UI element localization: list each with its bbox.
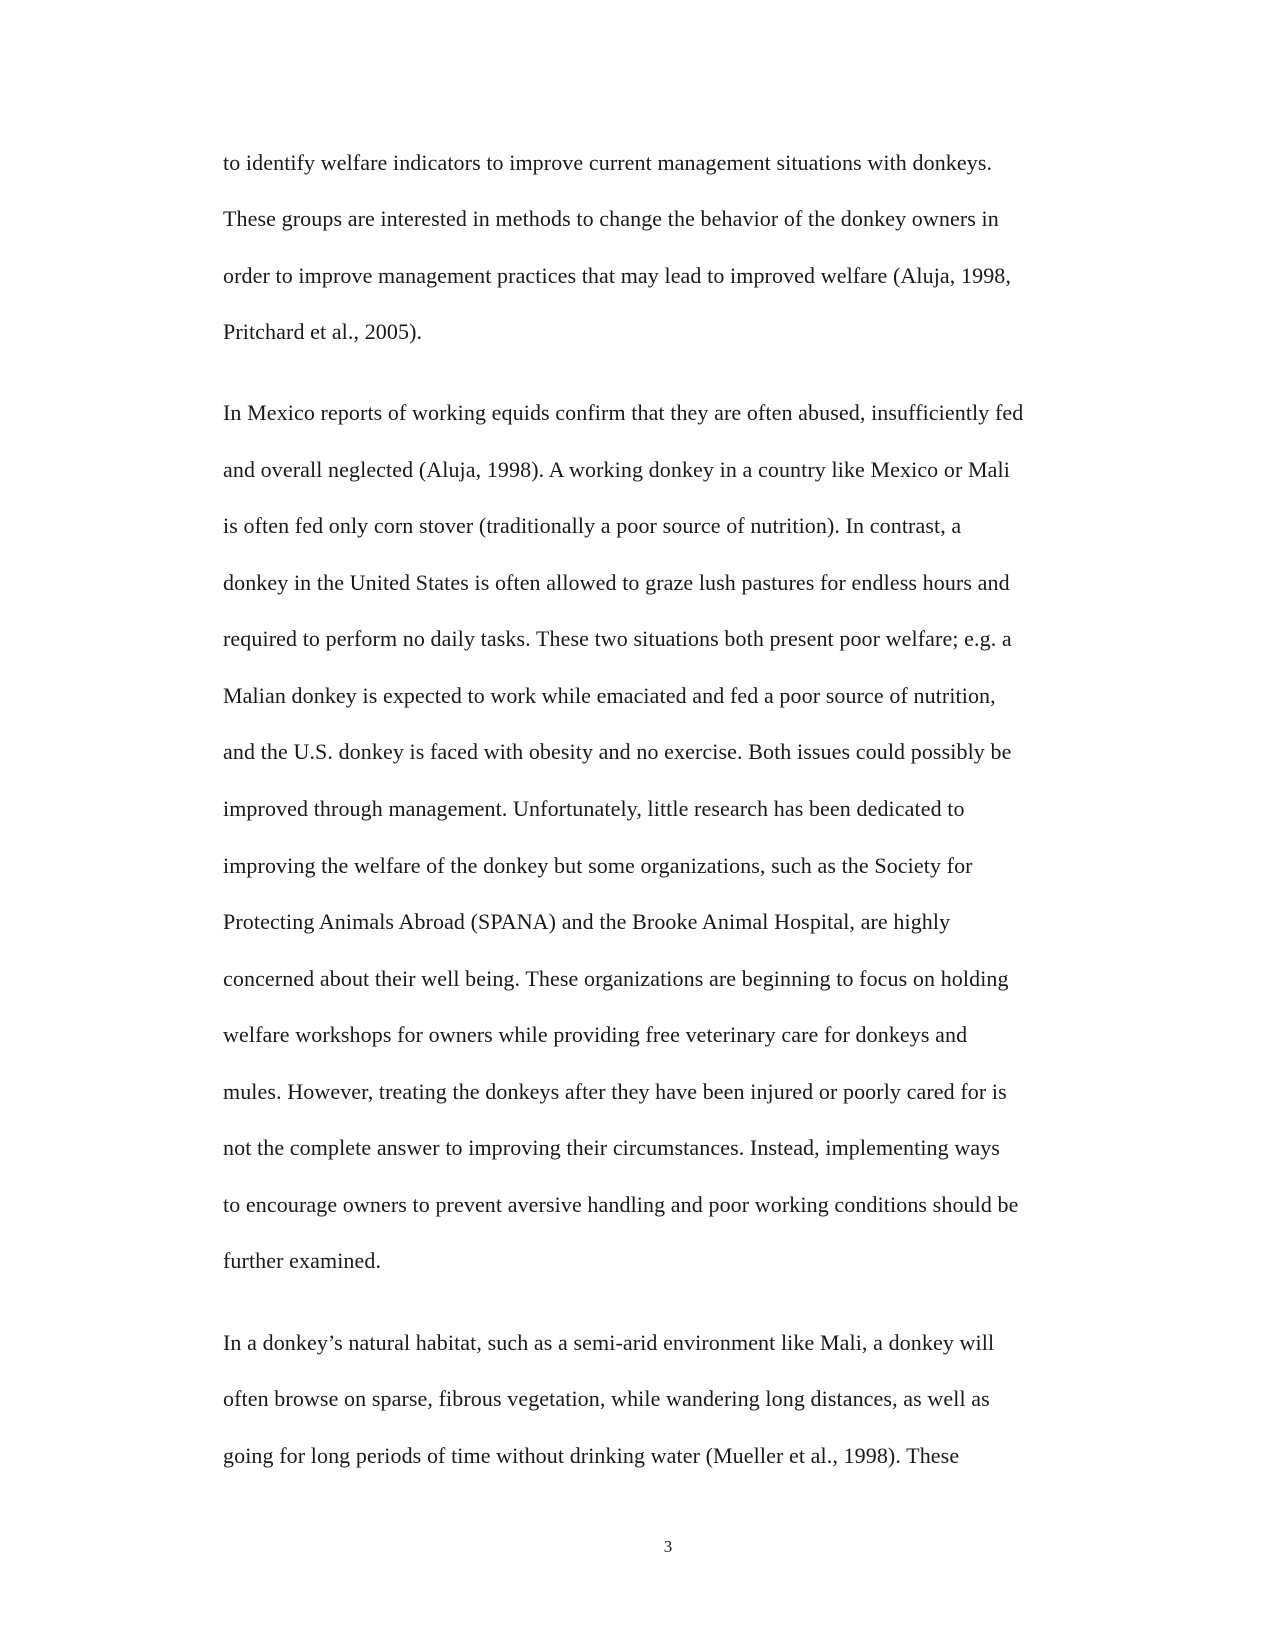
text-line: further examined.	[223, 1248, 382, 1273]
text-line: Malian donkey is expected to work while emaciated and fed a poor source of nutrition,	[223, 683, 996, 708]
text-line: mules. However, treating the donkeys after they have been injured or poorly cared for is	[223, 1079, 1007, 1104]
text-line: is often fed only corn stover (traditionally a poor source of nutrition). In contrast, a	[223, 513, 962, 538]
text-line: Pritchard et al., 2005).	[223, 319, 423, 344]
text-line: and the U.S. donkey is faced with obesity and no exercise. Both issues could possibly be	[223, 739, 1012, 764]
text-line: to identify welfare indicators to improve current management situations with donkeys.	[223, 150, 993, 175]
text-line: order to improve management practices that may lead to improved welfare (Aluja, 1998,	[223, 263, 1011, 288]
text-line: going for long periods of time without drinking water (Mueller et al., 1998). These	[223, 1443, 960, 1468]
page-number: 3	[663, 1537, 673, 1556]
text-line: not the complete answer to improving their circumstances. Instead, implementing ways	[223, 1135, 1000, 1160]
text-line: In Mexico reports of working equids confirm that they are often abused, insufficiently fed	[223, 400, 1024, 425]
text-line: welfare workshops for owners while providing free veterinary care for donkeys and	[223, 1022, 968, 1047]
text-line: In a donkey’s natural habitat, such as a semi-arid environment like Mali, a donkey will	[223, 1330, 995, 1355]
text-line: improving the welfare of the donkey but some organizations, such as the Society for	[223, 853, 973, 878]
text-line: improved through management. Unfortunately, little research has been dedicated to	[223, 796, 965, 821]
text-line: required to perform no daily tasks. These two situations both present poor welfare; e.g. a	[223, 626, 1012, 651]
text-line: to encourage owners to prevent aversive handling and poor working conditions should be	[223, 1192, 1019, 1217]
text-line: Protecting Animals Abroad (SPANA) and the Brooke Animal Hospital, are highly	[223, 909, 951, 934]
text-line: donkey in the United States is often allowed to graze lush pastures for endless hours and	[223, 570, 1010, 595]
text-line: and overall neglected (Aluja, 1998). A working donkey in a country like Mexico or Mali	[223, 457, 1010, 482]
text-line: concerned about their well being. These organizations are beginning to focus on holding	[223, 966, 1009, 991]
text-line: often browse on sparse, fibrous vegetation, while wandering long distances, as well as	[223, 1386, 990, 1411]
text-line: These groups are interested in methods to change the behavior of the donkey owners in	[223, 206, 999, 231]
